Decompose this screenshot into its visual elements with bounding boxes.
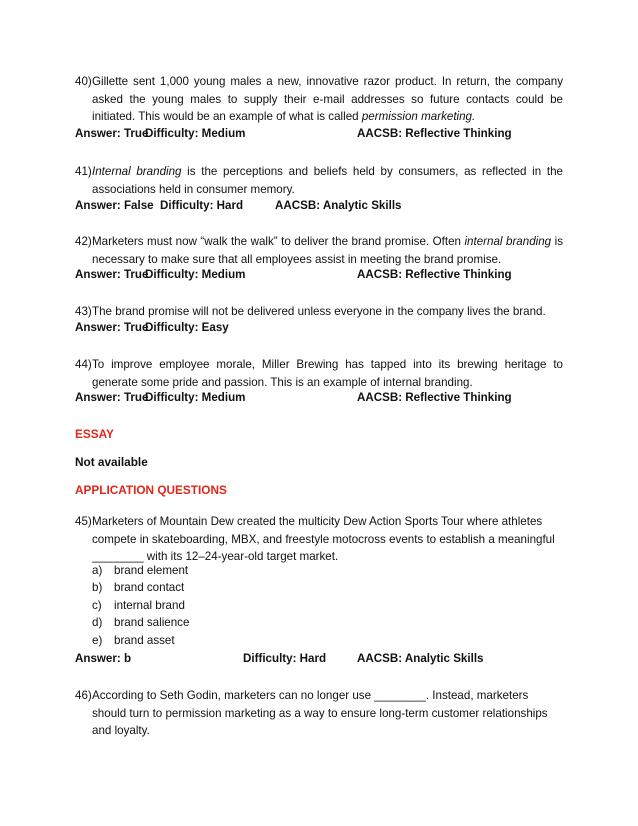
answer: Answer: True xyxy=(75,391,149,404)
question-40 xyxy=(75,73,563,126)
emphasis-text: internal branding xyxy=(464,235,552,248)
question-45 xyxy=(75,513,563,566)
difficulty: Difficulty: Hard xyxy=(160,199,244,212)
difficulty: Difficulty: Medium xyxy=(145,268,246,281)
aacsb: AACSB: Reflective Thinking xyxy=(357,268,512,281)
aacsb: AACSB: Analytic Skills xyxy=(275,199,402,212)
answer: Answer: False xyxy=(75,199,154,212)
difficulty: Difficulty: Medium xyxy=(145,127,246,140)
question-46 xyxy=(75,687,563,740)
difficulty: Difficulty: Medium xyxy=(145,391,246,404)
aacsb: AACSB: Analytic Skills xyxy=(357,652,484,665)
question-number: 40) xyxy=(75,75,92,88)
application-heading: APPLICATION QUESTIONS xyxy=(75,483,227,497)
difficulty: Difficulty: Easy xyxy=(145,321,229,334)
question-text: According to Seth Godin, marketers can no longer use ________. Instead, marketers should turn to permission marketing as a way to ensure long-term customer relationships and loyalty. xyxy=(92,689,548,737)
essay-heading: ESSAY xyxy=(75,427,114,441)
question-text: Gillette sent 1,000 young males a new, innovative razor product. In return, the company asked the young males to supply their e-mail addresses so future contacts could be initiated. This would be an example of what is called permission marketing. xyxy=(92,75,563,123)
question-number: 46) xyxy=(75,689,92,702)
question-41 xyxy=(75,163,563,198)
question-43 xyxy=(75,303,563,321)
difficulty: Difficulty: Hard xyxy=(243,652,327,665)
aacsb: AACSB: Reflective Thinking xyxy=(357,127,512,140)
answer: Answer: True xyxy=(75,321,149,334)
option-a: a) brand element xyxy=(92,564,189,577)
question-number: 43) xyxy=(75,305,92,318)
answer: Answer: b xyxy=(75,652,132,665)
aacsb: AACSB: Reflective Thinking xyxy=(357,391,512,404)
answer: Answer: True xyxy=(75,268,149,281)
question-number: 41) xyxy=(75,165,92,178)
question-text: Marketers must now “walk the walk” to deliver the brand promise. Often internal branding is necessary to make sure that all employees assist in meeting the brand promise. xyxy=(92,235,564,266)
option-e: e) brand asset xyxy=(92,634,175,647)
question-44 xyxy=(75,356,563,391)
emphasis-text: Internal branding xyxy=(92,165,182,178)
question-number: 44) xyxy=(75,358,92,371)
question-number: 45) xyxy=(75,515,92,528)
emphasis-text: permission marketing. xyxy=(361,110,476,123)
question-text: Marketers of Mountain Dew created the multicity Dew Action Sports Tour where athletes compete in skateboarding, MBX, and freestyle motocross events to establish a meaningful ________ with its 12–24-year-old target market. xyxy=(92,515,555,563)
question-number: 42) xyxy=(75,235,92,248)
question-42 xyxy=(75,233,563,268)
question-text: Internal branding is the perceptions and beliefs held by consumers, as reflected in the associations held in consumer memory. xyxy=(92,165,563,196)
option-d: d) brand salience xyxy=(92,616,190,629)
option-b: b) brand contact xyxy=(92,581,185,594)
essay-note: Not available xyxy=(75,455,148,469)
question-text: To improve employee morale, Miller Brewing has tapped into its brewing heritage to generate some pride and passion. This is an example of internal branding. xyxy=(92,358,563,389)
question-text: The brand promise will not be delivered unless everyone in the company lives the brand. xyxy=(92,305,546,318)
answer: Answer: True xyxy=(75,127,149,140)
option-c: c) internal brand xyxy=(92,599,185,612)
